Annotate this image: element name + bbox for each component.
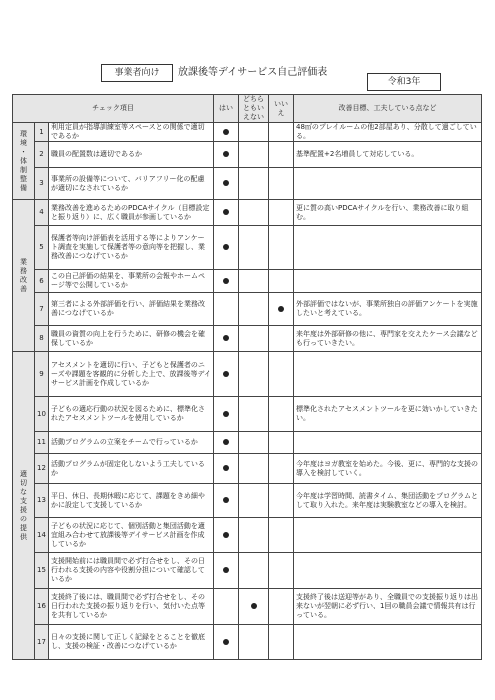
answer-cell-neither[interactable] — [239, 270, 269, 293]
answer-mark-icon — [251, 603, 257, 609]
category-label — [13, 352, 35, 660]
improvement-note[interactable] — [294, 625, 482, 660]
answer-cell-no[interactable] — [269, 226, 294, 270]
check-item-text: 職員の配置数は適切であるか — [49, 142, 214, 168]
answer-cell-yes[interactable] — [214, 326, 239, 352]
answer-cell-no[interactable] — [269, 142, 294, 168]
col-header-item: チェック項目 — [13, 95, 214, 123]
category-label — [13, 123, 35, 200]
answer-mark-icon — [223, 335, 229, 341]
answer-cell-yes[interactable] — [214, 200, 239, 226]
check-item-text: 活動プログラムの立案をチームで行っているか — [49, 432, 214, 454]
improvement-note[interactable]: 今年度は学習時間、読書タイム、集団活動をプログラムとして取り入れた。来年度は実験教室などの導入を検討。 — [294, 484, 482, 518]
item-number: 11 — [35, 432, 49, 454]
improvement-note[interactable]: 48㎡のプレイルームの他2部屋あり、分散して過ごしている。 — [294, 123, 482, 142]
answer-cell-no[interactable] — [269, 625, 294, 660]
answer-cell-yes[interactable] — [214, 553, 239, 589]
item-number: 15 — [35, 553, 49, 589]
answer-mark-icon — [278, 306, 284, 312]
check-item-text: 保護者等向け評価表を活用する等によりアンケート調査を実施して保護者等の意向等を把握し、業務改善につなげているか — [49, 226, 214, 270]
answer-mark-icon — [223, 497, 229, 503]
check-item-text: 日々の支援に関して正しく記録をとることを徹底し、支援の検証・改善につなげているか — [49, 625, 214, 660]
answer-mark-icon — [223, 151, 229, 157]
answer-cell-yes[interactable] — [214, 142, 239, 168]
improvement-note[interactable] — [294, 270, 482, 293]
check-item-text: 第三者による外部評価を行い、評価結果を業務改善につなげているか — [49, 293, 214, 326]
improvement-note[interactable] — [294, 518, 482, 553]
check-item-text: アセスメントを適切に行い、子どもと保護者のニーズや課題を客観的に分析した上で、放課後等デイサービス計画を作成しているか — [49, 352, 214, 397]
check-item-text: 子どもの適応行動の状況を図るために、標準化されたアセスメントツールを使用しているか — [49, 397, 214, 432]
answer-cell-yes[interactable] — [214, 352, 239, 397]
answer-cell-neither[interactable] — [239, 326, 269, 352]
answer-cell-yes[interactable] — [214, 589, 239, 625]
answer-cell-neither[interactable] — [239, 142, 269, 168]
item-number: 8 — [35, 326, 49, 352]
table-row — [13, 200, 482, 226]
audience-label: 事業者向け — [101, 64, 173, 82]
col-header-notes: 改善目標、工夫している点など — [294, 95, 482, 123]
answer-cell-yes[interactable] — [214, 168, 239, 200]
item-number: 6 — [35, 270, 49, 293]
improvement-note[interactable] — [294, 168, 482, 200]
answer-cell-no[interactable] — [269, 168, 294, 200]
answer-cell-yes[interactable] — [214, 123, 239, 142]
category-text: 業 務 改 善 — [20, 257, 27, 293]
answer-cell-yes[interactable] — [214, 293, 239, 326]
answer-cell-no[interactable] — [269, 326, 294, 352]
table-row — [13, 454, 482, 484]
answer-mark-icon — [223, 129, 229, 135]
answer-cell-neither[interactable] — [239, 397, 269, 432]
check-item-text: 活動プログラムが固定化しないよう工夫しているか — [49, 454, 214, 484]
check-item-text: 業務改善を進めるためのPDCAサイクル（目標設定と振り返り）に、広く職員が参画しているか — [49, 200, 214, 226]
improvement-note[interactable] — [294, 432, 482, 454]
answer-cell-neither[interactable] — [239, 625, 269, 660]
answer-mark-icon — [223, 532, 229, 538]
table-row — [13, 123, 482, 142]
item-number: 5 — [35, 226, 49, 270]
answer-cell-neither[interactable] — [239, 123, 269, 142]
table-row — [13, 142, 482, 168]
item-number: 1 — [35, 123, 49, 142]
check-item-text: 子どもの状況に応じて、個別活動と集団活動を適宜組み合わせて放課後等デイサービス計画を作成しているか — [49, 518, 214, 553]
answer-cell-no[interactable] — [269, 352, 294, 397]
item-number: 10 — [35, 397, 49, 432]
table-header-row — [13, 95, 482, 123]
improvement-note[interactable]: 標準化されたアセスメントツールを更に効いかしていきたい。 — [294, 397, 482, 432]
page-title: 放課後等デイサービス自己評価表 — [178, 67, 328, 78]
table-row — [13, 432, 482, 454]
check-item-text: 職員の資質の向上を行うために、研修の機会を確保しているか — [49, 326, 214, 352]
table-row — [13, 326, 482, 352]
answer-mark-icon — [223, 411, 229, 417]
answer-cell-yes[interactable] — [214, 454, 239, 484]
answer-cell-yes[interactable] — [214, 518, 239, 553]
item-number: 3 — [35, 168, 49, 200]
answer-cell-neither[interactable] — [239, 168, 269, 200]
answer-cell-no[interactable] — [269, 397, 294, 432]
item-number: 7 — [35, 293, 49, 326]
improvement-note[interactable]: 来年度は外部研修の他に、専門家を交えたケース会議なども行っていきたい。 — [294, 326, 482, 352]
answer-mark-icon — [223, 371, 229, 377]
answer-cell-neither[interactable] — [239, 226, 269, 270]
answer-cell-neither[interactable] — [239, 589, 269, 625]
answer-cell-neither[interactable] — [239, 432, 269, 454]
answer-cell-neither[interactable] — [239, 484, 269, 518]
item-number: 17 — [35, 625, 49, 660]
table-body — [13, 123, 482, 660]
answer-mark-icon — [223, 209, 229, 215]
table-row — [13, 352, 482, 397]
answer-cell-no[interactable] — [269, 200, 294, 226]
table-row — [13, 553, 482, 589]
item-number: 14 — [35, 518, 49, 553]
answer-cell-no[interactable] — [269, 518, 294, 553]
answer-mark-icon — [223, 439, 229, 445]
answer-mark-icon — [223, 244, 229, 250]
col-header-yes: はい — [214, 95, 239, 123]
table-row — [13, 168, 482, 200]
answer-cell-yes[interactable] — [214, 432, 239, 454]
table-row — [13, 589, 482, 625]
answer-mark-icon — [223, 567, 229, 573]
answer-cell-yes[interactable] — [214, 270, 239, 293]
improvement-note[interactable]: 今年度はヨガ教室を始めた。今後、更に、専門的な支援の導入を検討していく。 — [294, 454, 482, 484]
answer-mark-icon — [223, 180, 229, 186]
item-number: 4 — [35, 200, 49, 226]
answer-cell-no[interactable] — [269, 293, 294, 326]
check-item-text: 支援開始前には職員間で必ず打合せをし、その日行われる支援の内容や役割分担について確認しているか — [49, 553, 214, 589]
answer-cell-no[interactable] — [269, 270, 294, 293]
answer-cell-no[interactable] — [269, 589, 294, 625]
answer-cell-neither[interactable] — [239, 454, 269, 484]
evaluation-table — [12, 94, 482, 660]
table-row — [13, 484, 482, 518]
table-row — [13, 397, 482, 432]
improvement-note[interactable] — [294, 352, 482, 397]
item-number: 16 — [35, 589, 49, 625]
item-number: 2 — [35, 142, 49, 168]
answer-cell-yes[interactable] — [214, 226, 239, 270]
item-number: 9 — [35, 352, 49, 397]
table-row — [13, 518, 482, 553]
table-row — [13, 226, 482, 270]
category-text: 適 切 な 支 援 の 提 供 — [20, 469, 27, 541]
improvement-note[interactable] — [294, 553, 482, 589]
category-label — [13, 200, 35, 352]
answer-mark-icon — [223, 465, 229, 471]
table-row — [13, 625, 482, 660]
table-row — [13, 270, 482, 293]
category-text: 環 境 ・ 体 制 整 備 — [20, 129, 27, 192]
answer-cell-yes[interactable] — [214, 484, 239, 518]
improvement-note[interactable] — [294, 226, 482, 270]
answer-cell-no[interactable] — [269, 454, 294, 484]
improvement-note[interactable]: 支援終了後は送迎等があり、全職員での支援振り返りは出来ないが翌朝に必ず行い、1回の職員会議で情報共有は行っている。 — [294, 589, 482, 625]
check-item-text: 利用定員が指導訓練室等スペースとの関係で適切であるか — [49, 123, 214, 142]
answer-cell-neither[interactable] — [239, 518, 269, 553]
check-item-text: 事業所の設備等について、バリアフリー化の配慮が適切になされているか — [49, 168, 214, 200]
check-item-text: 支援終了後には、職員間で必ず打合せをし、その日行われた支援の振り返りを行い、気付いた点等を共有しているか — [49, 589, 214, 625]
answer-cell-neither[interactable] — [239, 200, 269, 226]
answer-cell-no[interactable] — [269, 553, 294, 589]
answer-cell-yes[interactable] — [214, 625, 239, 660]
answer-cell-neither[interactable] — [239, 293, 269, 326]
answer-cell-neither[interactable] — [239, 553, 269, 589]
answer-mark-icon — [223, 639, 229, 645]
check-item-text: 平日、休日、長期休暇に応じて、課題をきめ細やかに設定して支援しているか — [49, 484, 214, 518]
answer-mark-icon — [223, 278, 229, 284]
item-number: 12 — [35, 454, 49, 484]
year-label: 令和3年 — [367, 73, 441, 91]
col-header-no: いいえ — [269, 95, 294, 123]
improvement-note[interactable]: 基準配置+2名増員して対応している。 — [294, 142, 482, 168]
item-number: 13 — [35, 484, 49, 518]
answer-cell-neither[interactable] — [239, 352, 269, 397]
table-row — [13, 293, 482, 326]
improvement-note[interactable]: 更に質の高いPDCAサイクルを行い、業務改善に取り組む。 — [294, 200, 482, 226]
col-header-neither: どちらともいえない — [239, 95, 269, 123]
improvement-note[interactable]: 外部評価ではないが、事業所独自の評価アンケートを実施したいと考えている。 — [294, 293, 482, 326]
answer-cell-no[interactable] — [269, 432, 294, 454]
check-item-text: この自己評価の結果を、事業所の会報やホームページ等で公開しているか — [49, 270, 214, 293]
answer-cell-yes[interactable] — [214, 397, 239, 432]
answer-cell-no[interactable] — [269, 484, 294, 518]
answer-cell-no[interactable] — [269, 123, 294, 142]
